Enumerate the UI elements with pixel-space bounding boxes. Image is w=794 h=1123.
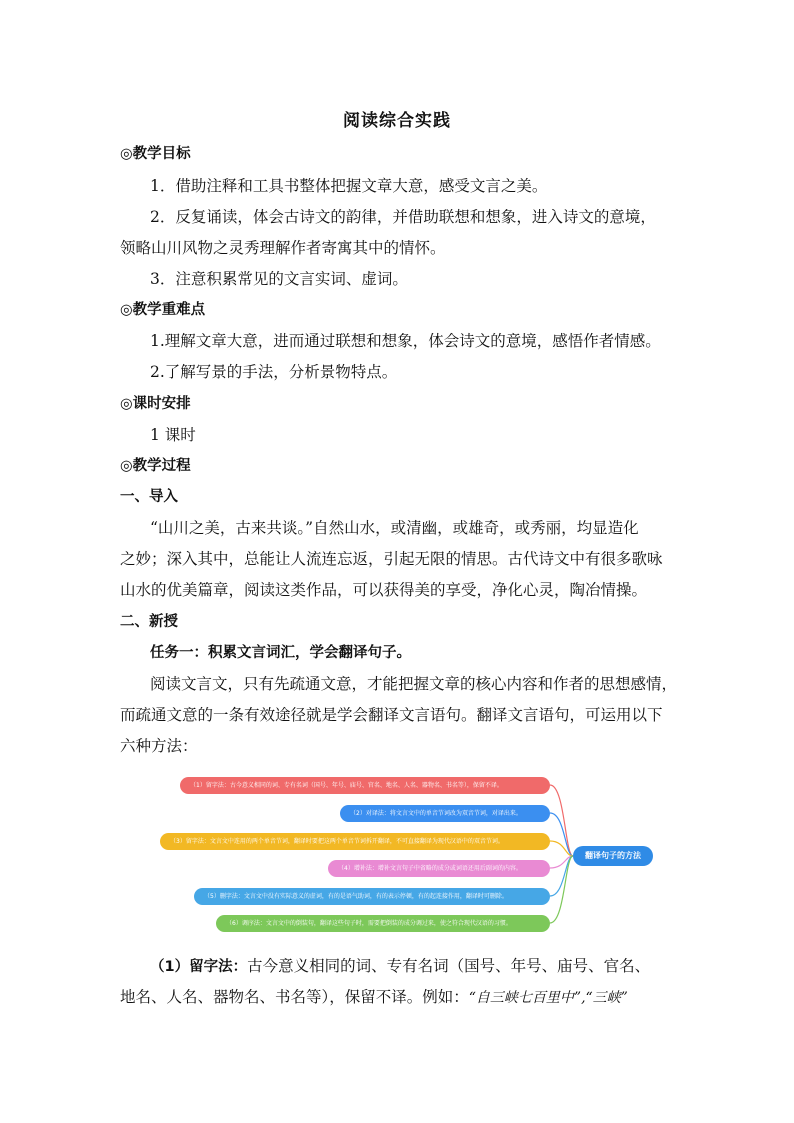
process-heading: ◎教学过程	[120, 458, 191, 474]
method-1-text-a: 古今意义相同的词、专有名词（国号、年号、庙号、官名、	[247, 957, 651, 975]
para-1-line-3: 六种方法：	[120, 737, 198, 755]
goals-heading: ◎教学目标	[120, 146, 191, 162]
branch-2-text: （2）对译法：将文言文中的单音节词改为双音节词，对译出来。	[350, 810, 522, 817]
mindmap-center: 翻译句子的方法	[573, 846, 653, 866]
method-1-example: “自三峡七百里中”,“三峡”	[468, 990, 628, 1006]
goal-3: 3．注意积累常见的文言实词、虚词。	[150, 270, 408, 288]
branch-3	[160, 833, 550, 850]
intro-heading: 一、导入	[120, 489, 178, 505]
branch-4	[328, 860, 550, 877]
para-1-line-2: 而疏通文意的一条有效途径就是学会翻译文言语句。翻译文言语句，可运用以下	[120, 706, 663, 724]
branch-1	[180, 777, 550, 794]
time-heading: ◎课时安排	[120, 396, 191, 412]
method-1-label: （1）留字法：	[150, 959, 248, 975]
para-1-line-1: 阅读文言文，只有先疏通文意，才能把握文章的核心内容和作者的思想感情，	[150, 675, 678, 693]
key-2: 2.了解写景的手法，分析景物特点。	[150, 363, 398, 381]
goal-1: 1．借助注释和工具书整体把握文章大意，感受文言之美。	[150, 177, 548, 195]
branch-5-text: （5）删字法：文言文中没有实际意义的虚词，有的是语气助词，有的表示停顿，有的起连接作用，翻译时可删除。	[204, 893, 508, 900]
page-title: 阅读综合实践	[343, 111, 451, 131]
branch-2	[340, 805, 550, 822]
goal-2-line-2: 领略山川风物之灵秀理解作者寄寓其中的情怀。	[120, 239, 446, 257]
key-heading: ◎教学重难点	[120, 302, 206, 318]
intro-line-1: “山川之美，古来共谈。”自然山水，或清幽，或雄奇，或秀丽，均显造化	[150, 519, 639, 537]
key-1: 1.理解文章大意，进而通过联想和想象，体会诗文的意境，感悟作者情感。	[150, 332, 661, 350]
task-1: 任务一：积累文言词汇，学会翻译句子。	[150, 645, 411, 661]
mindmap	[160, 772, 660, 934]
branch-3-text: （3）留字法：文言文中连用的两个单音节词，翻译时要把这两个单音节词拆开翻译，不可直接翻译为现代汉语中的双音节词。	[170, 838, 504, 845]
intro-line-2: 之妙；深入其中，总能让人流连忘返，引起无限的情思。古代诗文中有很多歌咏	[120, 550, 663, 568]
branch-6-text: （6）调序法：文言文中的倒装句，翻译这些句子时，需要把倒装的成分调过来，使之符合现代汉语的习惯。	[226, 920, 512, 927]
time-value: 1 课时	[150, 426, 196, 444]
connector-6	[550, 856, 573, 923]
new-heading: 二、新授	[120, 614, 178, 630]
method-1-line-1	[150, 956, 650, 977]
branch-1-text: （1）留字法：古今意义相同的词、专有名词（国号、年号、庙号、官名、地名、人名、器物名、书名等），保留不译。	[190, 782, 503, 789]
branch-4-text: （4）增补法：增补文言句子中省略的成分或词语还用后副词的内容。	[338, 865, 522, 872]
goal-2-line-1: 2．反复诵读，体会古诗文的韵律，并借助联想和想象，进入诗文的意境，	[150, 208, 656, 226]
intro-line-3: 山水的优美篇章，阅读这类作品，可以获得美的享受，净化心灵，陶冶情操。	[120, 581, 648, 599]
branch-5	[194, 888, 550, 905]
method-1-line-2	[120, 987, 628, 1008]
method-1-text-b: 地名、人名、器物名、书名等），保留不译。例如：	[120, 988, 469, 1006]
branch-6	[216, 915, 550, 932]
